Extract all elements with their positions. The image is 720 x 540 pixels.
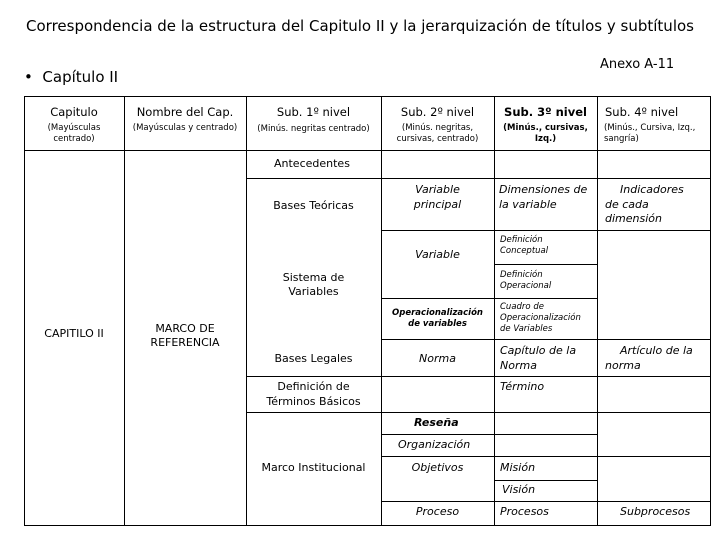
articulo-norma-cell-2: norma xyxy=(605,359,641,372)
variable-cell: Variable xyxy=(415,248,460,261)
chapter-heading xyxy=(24,68,118,86)
header-sub4-title: Sub. 4º nivel xyxy=(605,105,679,119)
bullet-icon: • xyxy=(24,68,33,86)
variable-principal-cell: Variable xyxy=(415,183,460,196)
header-sub1-title: Sub. 1º nivel xyxy=(276,105,351,119)
definicion-conceptual-cell-2: Conceptual xyxy=(500,246,549,256)
dimensiones-cell: Dimensiones de xyxy=(499,183,588,196)
header-nombre-title: Nombre del Cap. xyxy=(136,105,234,119)
capitulo-norma-cell-2: Norma xyxy=(500,359,537,372)
row-divider xyxy=(246,412,711,413)
header-sub2-note-2: cursivas, centrado) xyxy=(396,134,479,144)
page-title: Correspondencia de la estructura del Capitulo II y la jerarquización de títulos y subtítulos xyxy=(26,17,694,35)
header-sub3-note: (Minús., cursivas, xyxy=(503,123,588,133)
sistema-variables-heading: Sistema de xyxy=(282,271,345,284)
row-divider xyxy=(381,456,711,457)
definicion-conceptual-cell: Definición xyxy=(500,235,543,245)
chapter-title-cell: MARCO DE xyxy=(155,322,215,335)
row-divider xyxy=(246,376,711,377)
table-border-right xyxy=(710,96,711,526)
organizacion-cell: Organización xyxy=(398,438,471,451)
operacionalizacion-cell: Operacionalización xyxy=(392,308,483,318)
variable-principal-cell-2: principal xyxy=(413,198,462,211)
table-col-divider xyxy=(124,96,125,526)
header-capitulo-note: (Mayúsculas xyxy=(47,123,101,133)
indicadores-cell-3: dimensión xyxy=(605,212,662,225)
procesos-cell: Procesos xyxy=(500,505,549,518)
row-divider xyxy=(494,480,597,481)
header-nombre-note: (Mayúsculas y centrado) xyxy=(132,123,238,133)
antecedentes-heading: Antecedentes xyxy=(274,157,350,170)
dimensiones-cell-2: la variable xyxy=(499,198,557,211)
cuadro-operacionalizacion-cell-2: Operacionalización xyxy=(500,313,581,323)
cuadro-operacionalizacion-cell: Cuadro de xyxy=(500,302,544,312)
vision-cell: Visión xyxy=(502,483,536,496)
table-header-divider xyxy=(24,150,711,151)
table-border-left xyxy=(24,96,25,526)
chapter-name-cell: CAPITILO II xyxy=(44,327,104,340)
sistema-variables-heading-2: Variables xyxy=(288,285,339,298)
resena-cell: Reseña xyxy=(414,416,459,429)
header-sub4-note-2: sangría) xyxy=(604,134,639,144)
chapter-heading-text: Capítulo II xyxy=(42,68,119,86)
capitulo-norma-cell: Capítulo de la xyxy=(500,344,577,357)
header-sub3-title: Sub. 3º nivel xyxy=(504,105,587,119)
row-divider xyxy=(381,230,711,231)
row-divider xyxy=(381,501,711,502)
bases-teoricas-heading: Bases Teóricas xyxy=(273,199,354,212)
row-divider xyxy=(246,178,711,179)
header-capitulo-note-2: centrado) xyxy=(53,134,95,144)
header-sub2-title: Sub. 2º nivel xyxy=(400,105,475,119)
operacionalizacion-cell-2: de variables xyxy=(408,319,467,329)
table-border-bottom xyxy=(24,525,711,526)
indicadores-cell-2: de cada xyxy=(605,198,649,211)
table-col-divider xyxy=(494,96,495,526)
mision-cell: Misión xyxy=(500,461,536,474)
header-capitulo-title: Capitulo xyxy=(50,105,98,119)
definicion-terminos-heading-2: Términos Básicos xyxy=(266,395,361,408)
row-divider xyxy=(494,264,597,265)
objetivos-cell: Objetivos xyxy=(411,461,464,474)
articulo-norma-cell: Artículo de la xyxy=(620,344,693,357)
termino-cell: Término xyxy=(500,380,545,393)
annex-label: Anexo A-11 xyxy=(600,57,675,72)
norma-cell: Norma xyxy=(419,352,456,365)
proceso-cell: Proceso xyxy=(415,505,460,518)
header-sub4-note: (Minús., Cursiva, Izq., xyxy=(604,123,696,133)
header-sub2-note: (Minús. negritas, xyxy=(401,123,474,133)
bases-legales-heading: Bases Legales xyxy=(274,352,353,365)
row-divider xyxy=(381,434,597,435)
table-col-divider xyxy=(597,96,598,526)
subprocesos-cell: Subprocesos xyxy=(620,505,691,518)
header-sub3-note-2: Izq.) xyxy=(534,134,557,144)
row-divider xyxy=(381,339,711,340)
row-divider xyxy=(381,298,597,299)
definicion-terminos-heading: Definición de xyxy=(277,380,350,393)
table-border-top xyxy=(24,96,711,97)
cuadro-operacionalizacion-cell-3: de Variables xyxy=(500,324,553,334)
marco-institucional-heading: Marco Institucional xyxy=(261,461,366,474)
indicadores-cell: Indicadores xyxy=(620,183,684,196)
definicion-operacional-cell-2: Operacional xyxy=(500,281,552,291)
chapter-title-cell-2: REFERENCIA xyxy=(150,336,220,349)
definicion-operacional-cell: Definición xyxy=(500,270,543,280)
header-sub1-note: (Minús. negritas centrado) xyxy=(257,124,370,134)
